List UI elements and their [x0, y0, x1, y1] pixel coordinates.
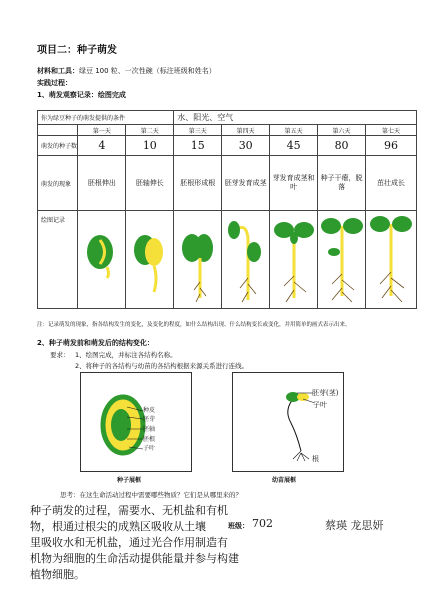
seed-label: 胚芽: [143, 416, 156, 423]
conditions-row: [38, 111, 417, 125]
day-header: 第四天: [222, 125, 270, 136]
class-value: 702: [252, 517, 273, 530]
day-header: 第三天: [174, 125, 222, 136]
day-header: 第六天: [318, 125, 366, 136]
phenomenon-label: 萌发的现象: [38, 156, 78, 211]
requirement-2: 2、将种子的各结构与幼苗的各结构根据来源关系进行连线。: [75, 362, 249, 370]
seed-label: 胚轴: [143, 426, 156, 433]
count-cell: 80: [318, 136, 366, 156]
materials-text: 绿豆 100 粒、一次性碗（标注班级和姓名）: [79, 67, 216, 75]
days-corner: [38, 125, 78, 136]
count-cell: 4: [78, 136, 126, 156]
day-header: 第七天: [366, 125, 417, 136]
phenomenon-cell: 种子干瘪，脱落: [318, 156, 366, 211]
seedling-label: 子叶: [313, 401, 327, 409]
answer-line: 物，根通过根尖的成熟区吸收从土壤: [30, 520, 206, 533]
seed-label: 胚根: [143, 436, 156, 443]
drawing-cell-day5: [270, 211, 318, 309]
seed-label: 种皮: [143, 407, 156, 414]
sprout-day4-drawing: [224, 212, 268, 306]
question: 思考：在这生命活动过程中需要哪些物质？它们是从哪里来的？: [60, 491, 242, 499]
drawing-label: 绘图记录: [38, 211, 78, 309]
table-note: 注：记录萌发的现象，指各结构发生的变化，及变化的程度，如什么结构出现、什么结构变长或变化，并用简单的画式表示出来。: [37, 322, 351, 328]
materials-line: [37, 66, 216, 76]
seed-label: 子叶: [143, 445, 156, 452]
seedling-caption: 幼苗展框: [272, 477, 297, 484]
sprout-day1-drawing: [80, 212, 124, 306]
answer-line: 机物为细胞的生命活动提供能量并参与构建: [30, 552, 239, 565]
drawing-cell-day4: [222, 211, 270, 309]
seed-diagram: [81, 373, 191, 471]
section1-title: 1、萌发观察记录：绘图完成: [37, 91, 126, 99]
seed-caption: 种子展框: [117, 477, 142, 484]
phenomenon-cell: 胚根形成根: [174, 156, 222, 211]
count-cell: 96: [366, 136, 417, 156]
answer-line: 里吸收水和无机盐，通过光合作用制造有: [30, 536, 228, 549]
drawing-cell-day3: [174, 211, 222, 309]
count-cell: 15: [174, 136, 222, 156]
day-header: 第一天: [78, 125, 126, 136]
seedling-diagram-box: [232, 372, 344, 472]
class-label: 班级：: [228, 522, 249, 530]
phenomenon-cell: 胚轴伸长: [126, 156, 174, 211]
drawing-cell-day7: [366, 211, 417, 309]
count-cell: 45: [270, 136, 318, 156]
drawing-cell-day2: [126, 211, 174, 309]
phenomenon-cell: 胚芽发育成茎: [222, 156, 270, 211]
answer-block: [30, 503, 265, 583]
requirement-1: 1、绘图完成，并标注各结构名称。: [75, 351, 177, 359]
days-row: [38, 125, 417, 136]
sprout-day2-drawing: [128, 212, 172, 306]
drawing-cell-day1: [78, 211, 126, 309]
day-header: 第五天: [270, 125, 318, 136]
drawing-row: [38, 211, 417, 309]
conditions-value: 水、阳光、空气: [174, 111, 417, 125]
day-header: 第二天: [126, 125, 174, 136]
project-title: 项目二：种子萌发: [37, 45, 117, 56]
drawing-cell-day6: [318, 211, 366, 309]
name-value: 蔡瑛 龙思妍: [325, 519, 384, 532]
seed-diagram-box: [80, 372, 192, 472]
phenomenon-cell: 胚根伸出: [78, 156, 126, 211]
count-cell: 10: [126, 136, 174, 156]
count-label: 萌发的种子数: [38, 136, 78, 156]
answer-line: 植物细胞。: [30, 568, 85, 581]
sprout-day3-drawing: [176, 212, 220, 306]
conditions-label: 你为绿豆种子的萌发提供的条件: [38, 111, 174, 125]
phenomenon-row: [38, 156, 417, 211]
sprout-day7-drawing: [368, 212, 414, 306]
section2-title: 2、种子萌发前和萌发后的结构变化：: [37, 339, 154, 347]
count-row: [38, 136, 417, 156]
sprout-day5-drawing: [272, 212, 316, 306]
answer-line: 种子萌发的过程，需要水、无机盐和有机: [30, 504, 228, 517]
phenomenon-cell: 茁壮成长: [366, 156, 417, 211]
phenomenon-cell: 芽发育成茎和叶: [270, 156, 318, 211]
materials-label: 材料和工具：: [37, 67, 79, 75]
seedling-label: 胚芽(茎): [312, 389, 339, 397]
requirements-title: 要求：: [50, 351, 70, 359]
sprout-day6-drawing: [320, 212, 364, 306]
seedling-label: 根: [312, 455, 319, 463]
count-cell: 30: [222, 136, 270, 156]
procedure-label: 实践过程：: [37, 79, 72, 87]
observation-table: [37, 110, 417, 309]
